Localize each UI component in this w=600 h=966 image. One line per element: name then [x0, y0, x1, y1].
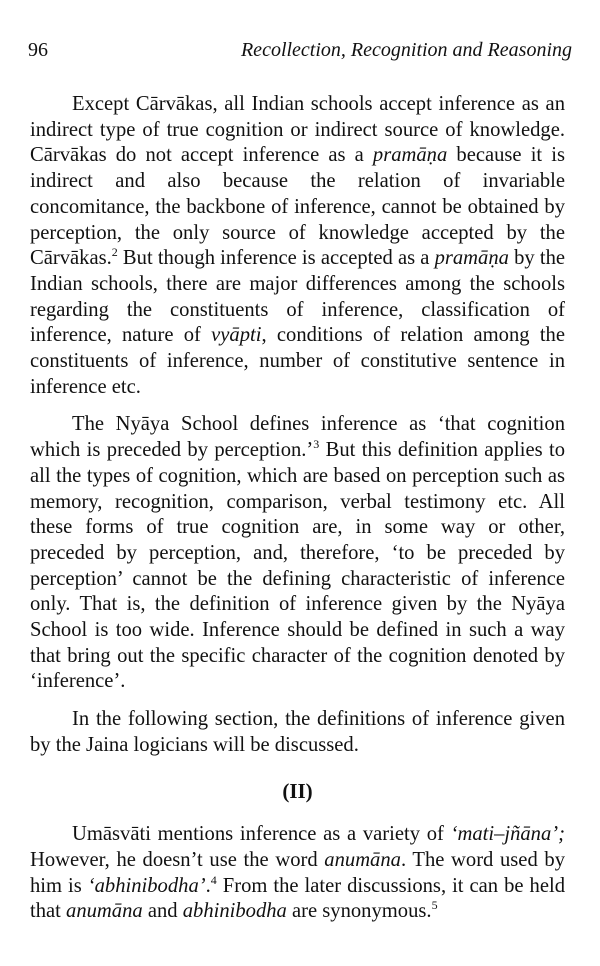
text-run: Except Cārvākas, all Indian schools accept inference as an indirect type of true cognition or indirect source of knowledge. Cārvākas do not accept inference as a [30, 93, 565, 167]
italic-term: pramāṇa [434, 247, 509, 270]
footnote-ref: 2 [111, 245, 118, 260]
paragraph [30, 92, 565, 400]
text-run: . The word used by him is [30, 848, 565, 897]
italic-term: anumāna [324, 848, 401, 871]
page-number: 96 [28, 39, 48, 61]
footnote-ref: 4 [210, 872, 217, 887]
footnote-ref: 5 [431, 898, 438, 913]
text-run: and [142, 900, 183, 923]
body-text [30, 92, 565, 925]
text-run: , conditions of relation among the constituents of inference, number of constitutive sentence in inference etc. [30, 324, 565, 398]
italic-term: abhinibodha [182, 900, 287, 923]
text-run: are synonymous. [286, 900, 432, 923]
paragraph [30, 412, 565, 695]
text-run: because it is indirect and also because the relation of invariable concomitance, the backbone of inference, cannot be obtained by perception, the only source of knowledge accepted by the Cārvākas. [30, 144, 565, 270]
italic-term: ‘mati–jñāna’; [450, 823, 565, 846]
text-run: But though inference is accepted as a [117, 247, 435, 270]
text-run: However, he doesn’t use the word [30, 848, 325, 871]
text-run: From the later discussions, it can be held that [30, 874, 565, 923]
italic-term: ‘abhinibodha’ [87, 874, 206, 897]
text-run: The Nyāya School defines inference as ‘that cognition which is preceded by perception.’ [30, 413, 565, 462]
footnote-ref: 3 [313, 437, 320, 452]
text-run: But this definition applies to all the types of cognition, which are based on perception such as memory, recognition, comparison, verbal testimony etc. All these forms of true cognition are, in some way or other, preceded by perception, and, therefore, ‘to be preceded by perception’ cannot be the defining characteristic of inference only. That is, the definition of inference given by the Nyāya School is too wide. Inference should be defined in such a way that bring out the specific character of the cognition denoted by ‘inference’. [30, 439, 565, 693]
running-title: Recollection, Recognition and Reasoning [240, 39, 572, 61]
text-run: Umāsvāti mentions inference as a variety of [72, 823, 451, 846]
text-run: In the following section, the definitions of inference given by the Jaina logicians will be discussed. [30, 708, 565, 756]
italic-term: vyāpti [211, 324, 262, 347]
italic-term: anumāna [66, 900, 143, 923]
text-run: by the Indian schools, there are major differences among the schools regarding the constituents of inference, classification of inference, nature of [30, 247, 566, 347]
italic-term: pramāṇa [372, 144, 448, 167]
text-run: . [205, 874, 211, 897]
paragraph [30, 822, 565, 925]
paragraph [30, 707, 565, 758]
section-heading: (II) [282, 778, 313, 803]
